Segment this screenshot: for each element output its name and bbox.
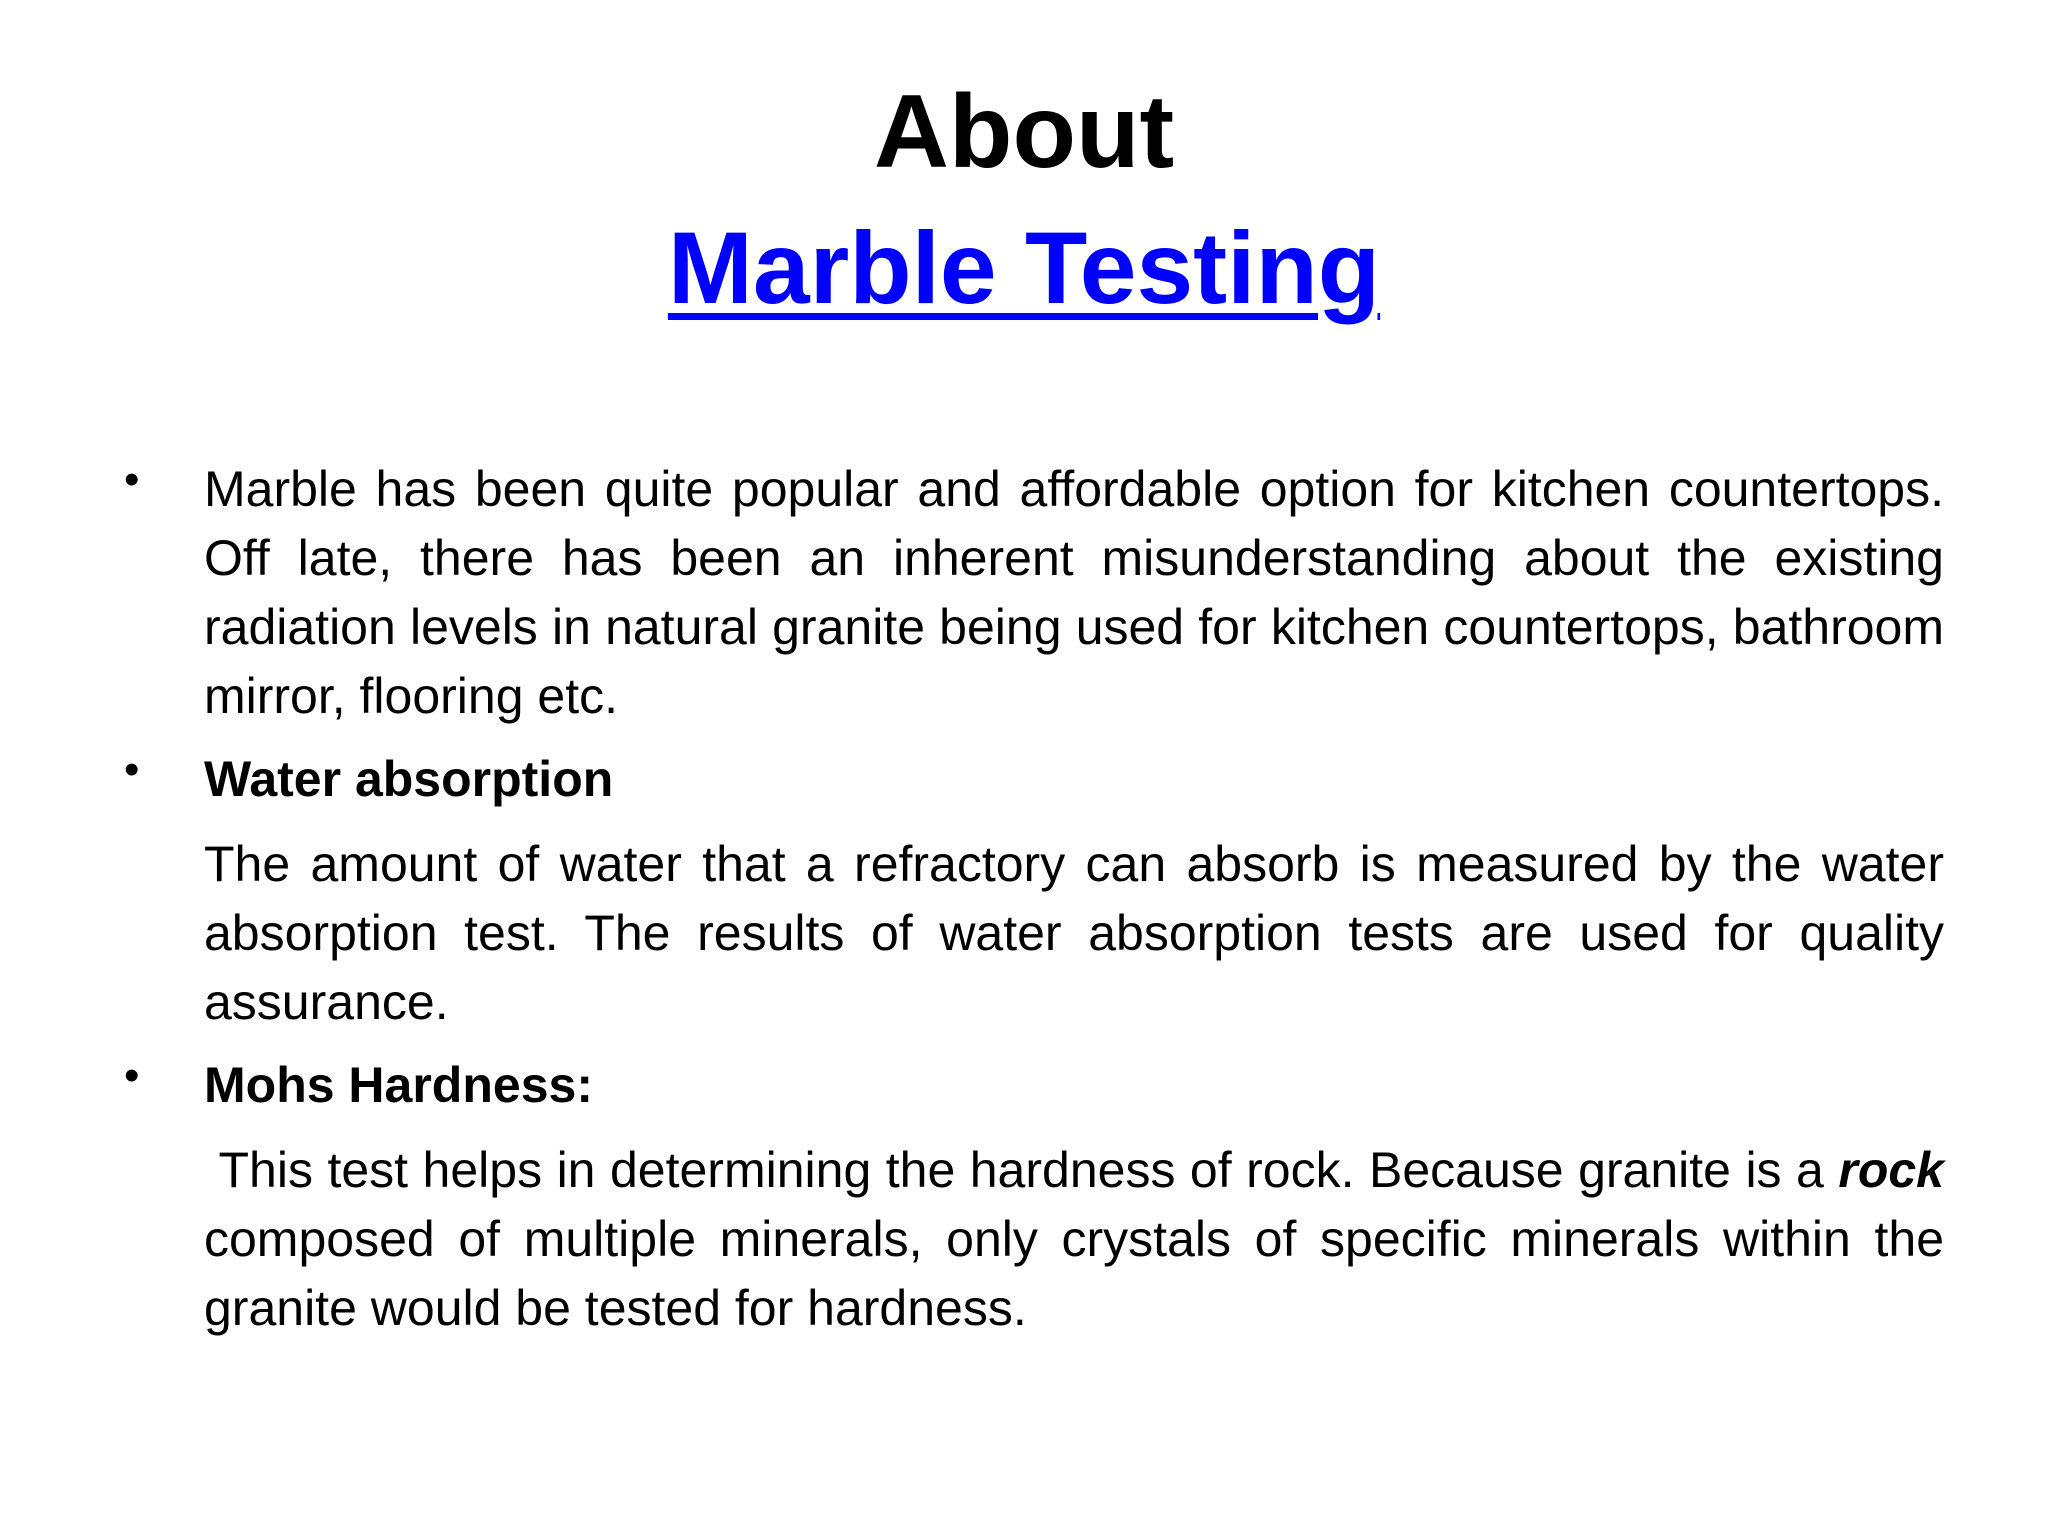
mohs-body-part1: This test helps in determining the hardness of rock. Because granite is a xyxy=(218,1142,1839,1198)
title-heading: About xyxy=(873,74,1175,190)
bullet-item-water-absorption xyxy=(124,745,1944,814)
mohs-body-part2: composed of multiple minerals, only crystals of specific minerals within the granite would be tested for hardness. xyxy=(204,1211,1944,1336)
rock-emphasis: rock xyxy=(1838,1142,1944,1198)
bullet-icon: • xyxy=(124,455,140,504)
title-block xyxy=(0,62,2048,334)
mohs-hardness-paragraph xyxy=(124,1136,1944,1343)
mohs-hardness-heading: Mohs Hardness: xyxy=(204,1057,593,1113)
water-absorption-paragraph: The amount of water that a refractory can absorb is measured by the water absorption test. The results of water absorption tests are used for quality assurance. xyxy=(204,836,1944,1030)
intro-paragraph: Marble has been quite popular and affordable option for kitchen countertops. Off late, there has been an inherent misunderstanding about the existing radiation levels in natural granite being used for kitchen countertops, bathroom mirror, flooring etc. xyxy=(204,461,1944,724)
bullet-item-intro xyxy=(124,455,1944,731)
marble-testing-link[interactable]: Marble Testing xyxy=(667,211,1381,325)
bullet-icon: • xyxy=(124,745,140,794)
bullet-item-mohs-hardness xyxy=(124,1051,1944,1120)
slide-content xyxy=(124,455,1944,1343)
water-absorption-heading: Water absorption xyxy=(204,751,614,807)
bullet-icon: • xyxy=(124,1051,140,1100)
